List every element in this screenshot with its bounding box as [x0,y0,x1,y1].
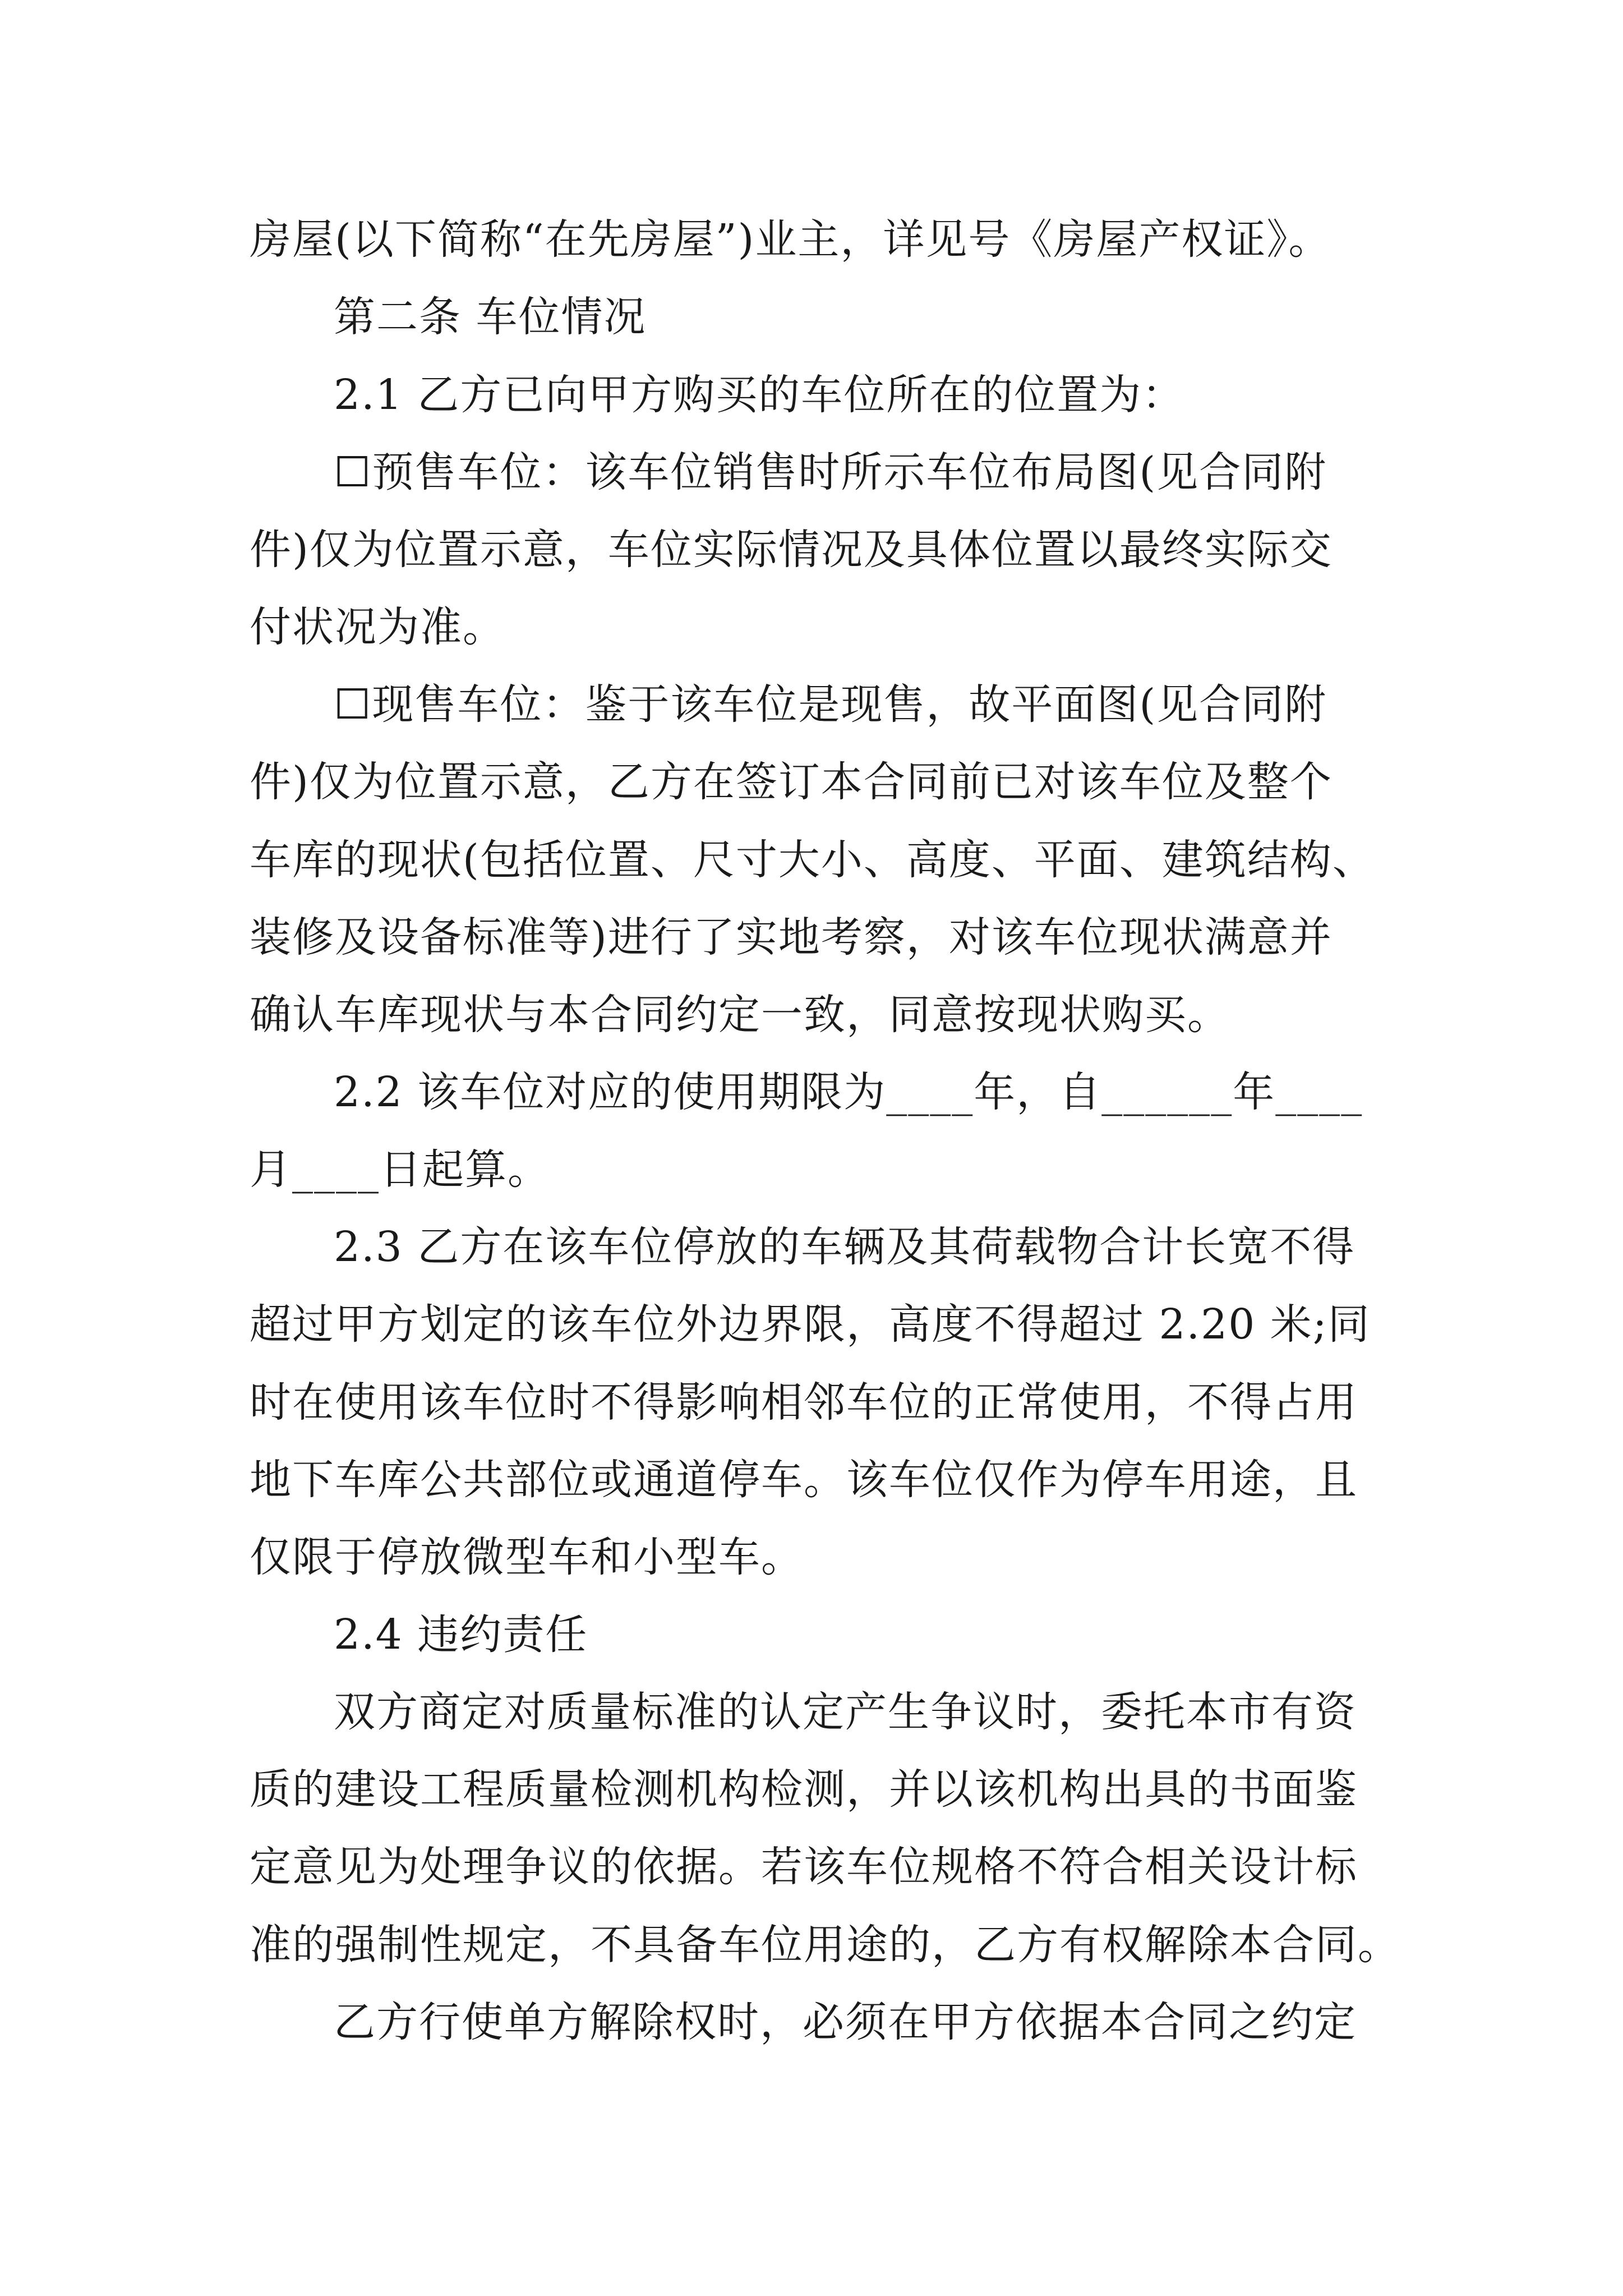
section-heading: 2.4 违约责任 [334,1611,588,1659]
text-line: 2.1 乙方已向甲方购买的车位所在的位置为： [334,371,1185,419]
text-line: 超过甲方划定的该车位外边界限，高度不得超过 2.20 米;同 [250,1300,1371,1349]
text-line: 房屋(以下简称“在先房屋”)业主，详见号《房屋产权证》。 [250,215,1331,264]
text-line: 确认车库现状与本合同约定一致，同意按现状购买。 [250,991,1230,1039]
checkbox-option-presale: ☐预售车位：该车位销售时所示车位布局图(见合同附 [334,448,1327,496]
text-line: 时在使用该车位时不得影响相邻车位的正常使用，不得占用 [250,1378,1358,1427]
text-line: 装修及设备标准等)进行了实地考察，对该车位现状满意并 [250,913,1332,961]
text-line: 件)仅为位置示意，车位实际情况及具体位置以最终实际交 [250,526,1332,574]
section-heading: 第二条 车位情况 [334,293,647,341]
text-line: 质的建设工程质量检测机构检测，并以该机构出具的书面鉴 [250,1765,1358,1814]
text-line: 月____日起算。 [250,1145,550,1194]
text-line: 定意见为处理争议的依据。若该车位规格不符合相关设计标 [250,1843,1358,1891]
text-line: 准的强制性规定，不具备车位用途的，乙方有权解除本合同。 [250,1921,1400,1969]
text-line: 付状况为准。 [250,603,505,651]
checkbox-option-current-sale: ☐现售车位：鉴于该车位是现售，故平面图(见合同附 [334,680,1327,729]
text-line: 2.2 该车位对应的使用期限为____年，自______年____ [334,1068,1363,1116]
text-line: 地下车库公共部位或通道停车。该车位仅作为停车用途，且 [250,1456,1358,1504]
text-line: 双方商定对质量标准的认定产生争议时，委托本市有资 [334,1688,1357,1736]
text-line: 件)仅为位置示意，乙方在签订本合同前已对该车位及整个 [250,758,1332,806]
text-line: 乙方行使单方解除权时，必须在甲方依据本合同之约定 [334,1998,1357,2046]
text-line: 车库的现状(包括位置、尺寸大小、高度、平面、建筑结构、 [250,836,1375,884]
text-line: 2.3 乙方在该车位停放的车辆及其荷载物合计长宽不得 [334,1223,1355,1271]
text-line: 仅限于停放微型车和小型车。 [250,1533,804,1581]
